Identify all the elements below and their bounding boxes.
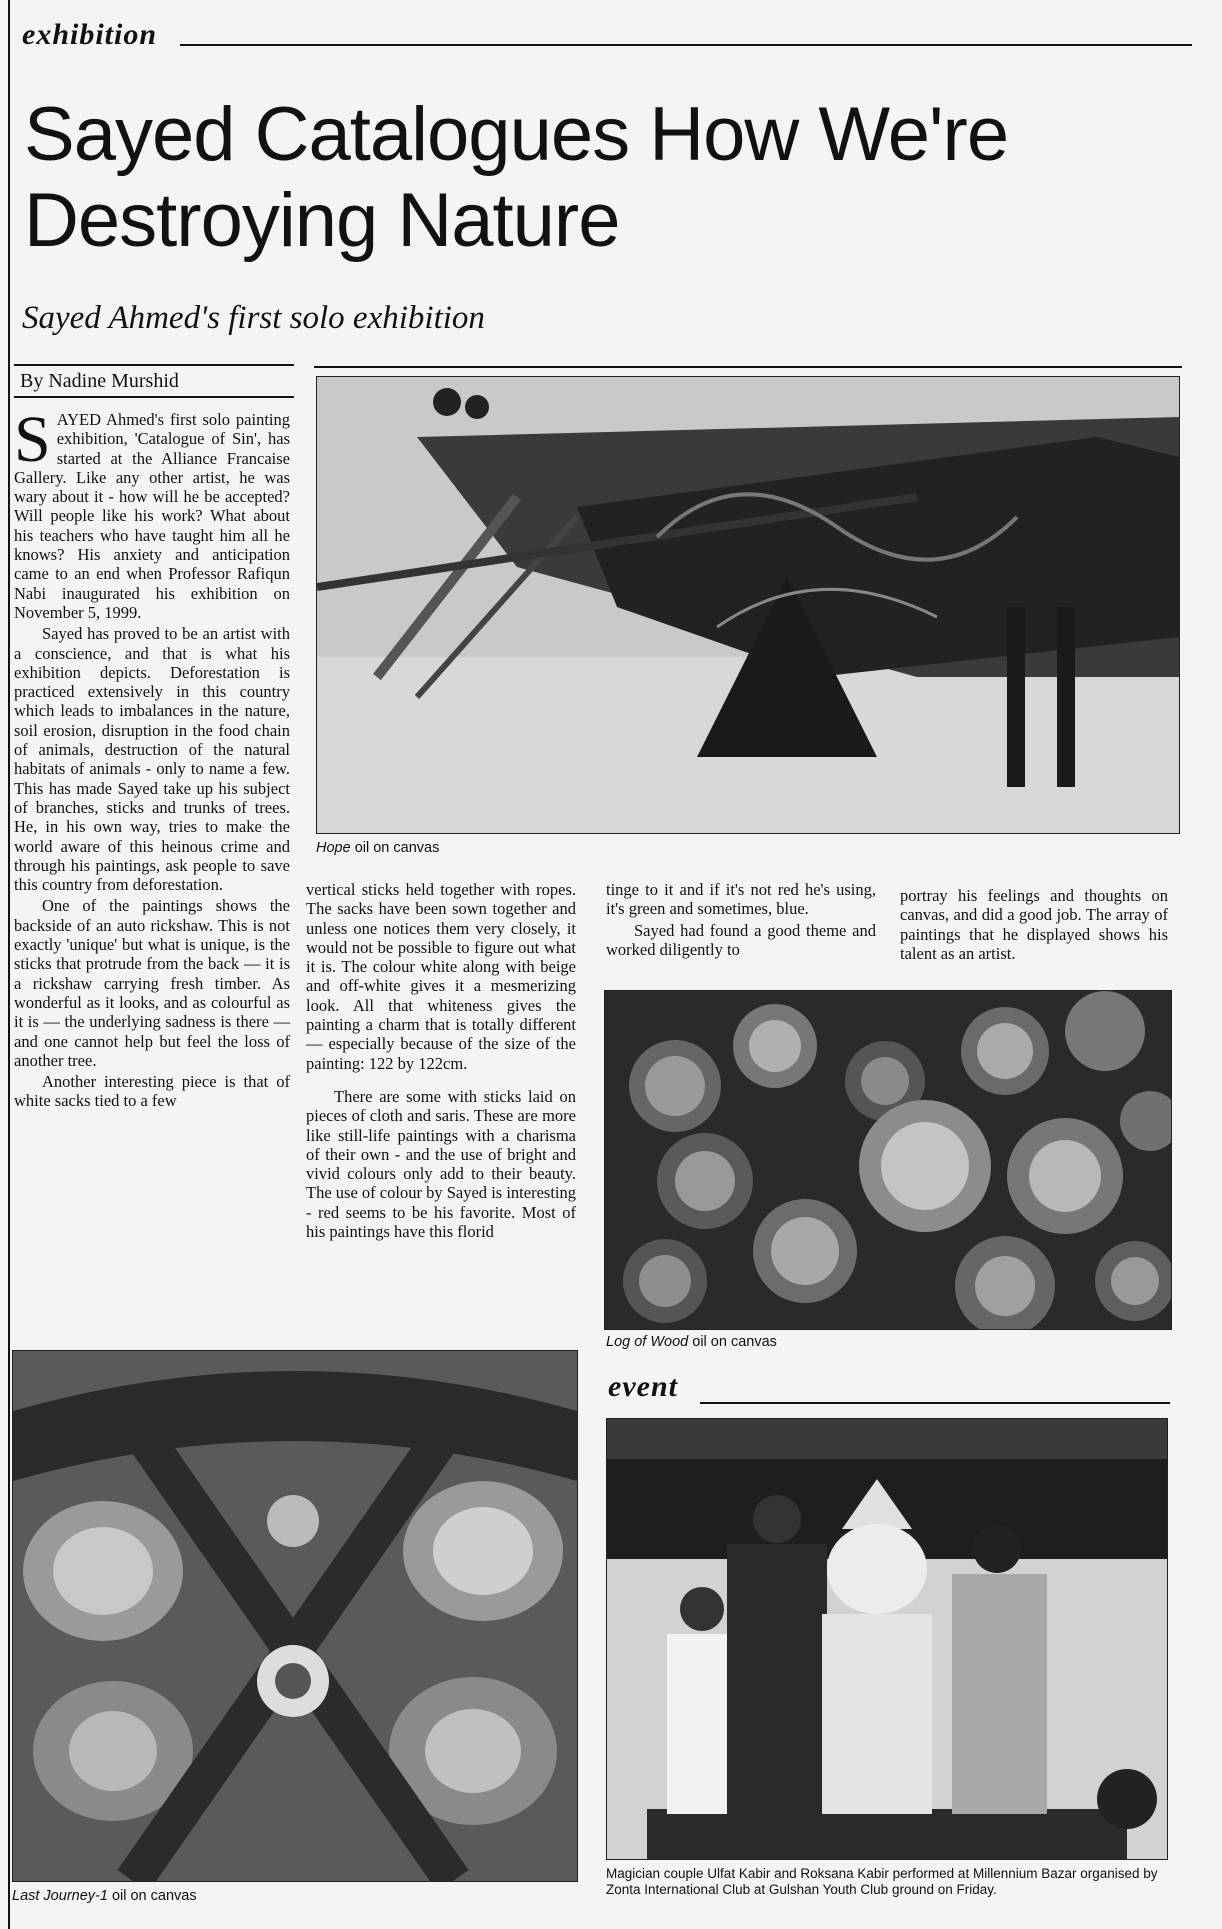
article-column-4: portray his feelings and thoughts on canvas, and did a good job. The array of paintings that he displayed shows his talent as an artist. <box>900 886 1168 963</box>
caption-hope: Hope oil on canvas <box>316 840 440 856</box>
caption-log-of-wood: Log of Wood oil on canvas <box>606 1334 777 1350</box>
byline-rule-top <box>14 364 294 366</box>
event-caption: Magician couple Ulfat Kabir and Roksana Kabir performed at Millennium Bazar organised by Zonta International Club at Gulshan Youth Club ground on Friday. <box>606 1866 1158 1897</box>
subtitle: Sayed Ahmed's first solo exhibition <box>22 300 485 336</box>
photo-event <box>606 1418 1168 1860</box>
photo-log-of-wood <box>604 990 1172 1330</box>
photo-top-rule <box>314 366 1182 368</box>
caption-last-journey: Last Journey-1 oil on canvas <box>12 1888 197 1904</box>
event-rule <box>700 1402 1170 1404</box>
section-label: exhibition <box>22 18 158 51</box>
byline: By Nadine Murshid <box>20 370 179 392</box>
drop-cap: S <box>14 403 51 476</box>
photo-last-journey <box>12 1350 578 1882</box>
photo-hope <box>316 376 1180 834</box>
left-border <box>8 0 10 1929</box>
byline-rule-bottom <box>14 396 294 398</box>
article-column-2: vertical sticks held together with ropes. The sacks have been sown together and unless one notices them very closely, it would not be possible to figure out what it is. The colour white along with beige and off-white gives it a mesmerizing look. All that whiteness gives the painting a charm that is totally different — especially because of the size of the painting: 122 by 122cm. There are some with sticks laid on pieces of cloth and saris. These are more like still-life paintings with a charisma of their own - and the use of bright and vivid colours only add to their beauty. The use of colour by Sayed is interesting - red seems to be his favorite. Most of his paintings have this florid <box>306 880 576 1242</box>
headline: Sayed Catalogues How We're Destroying Nature <box>24 92 1009 263</box>
event-label: event <box>608 1370 678 1403</box>
article-column-1: SAYED Ahmed's first solo painting exhibition, 'Catalogue of Sin', has started at the Alliance Francaise Gallery. Like any other artist, he was wary about it - how will he be accepted? Will people like his work? What about his teachers who have taught him all he knows? His anxiety and anticipation came to an end when Professor Rafiqun Nabi inaugurated his exhibition on November 5, 1999. Sayed has proved to be an artist with a conscience, and that is what his exhibition depicts. Deforestation is practiced extensively in this country which leads to imbalances in the nature, soil erosion, disruption in the food chain of animals, destruction of the natural habitats of animals - only to name a few. This has made Sayed take up his subject of branches, sticks and trunks of trees. He, in his own way, tries to make the world aware of this heinous crime and through his paintings, ask people to save this country from deforestation. One of the paintings shows the backside of an auto rickshaw. This is not exactly 'unique' but what is unique, is the sticks that protrude from the back — it is a rickshaw carrying fresh timber. As wonderful as it looks, and as colourful as it is — the underlying sadness is there — and one cannot help but feel the loss of another tree. Another interesting piece is that of white sacks tied to a few <box>14 403 290 1111</box>
section-rule <box>180 44 1192 46</box>
article-column-3: tinge to it and if it's not red he's using, it's green and sometimes, blue. Sayed had found a good theme and worked diligently to <box>606 880 876 959</box>
